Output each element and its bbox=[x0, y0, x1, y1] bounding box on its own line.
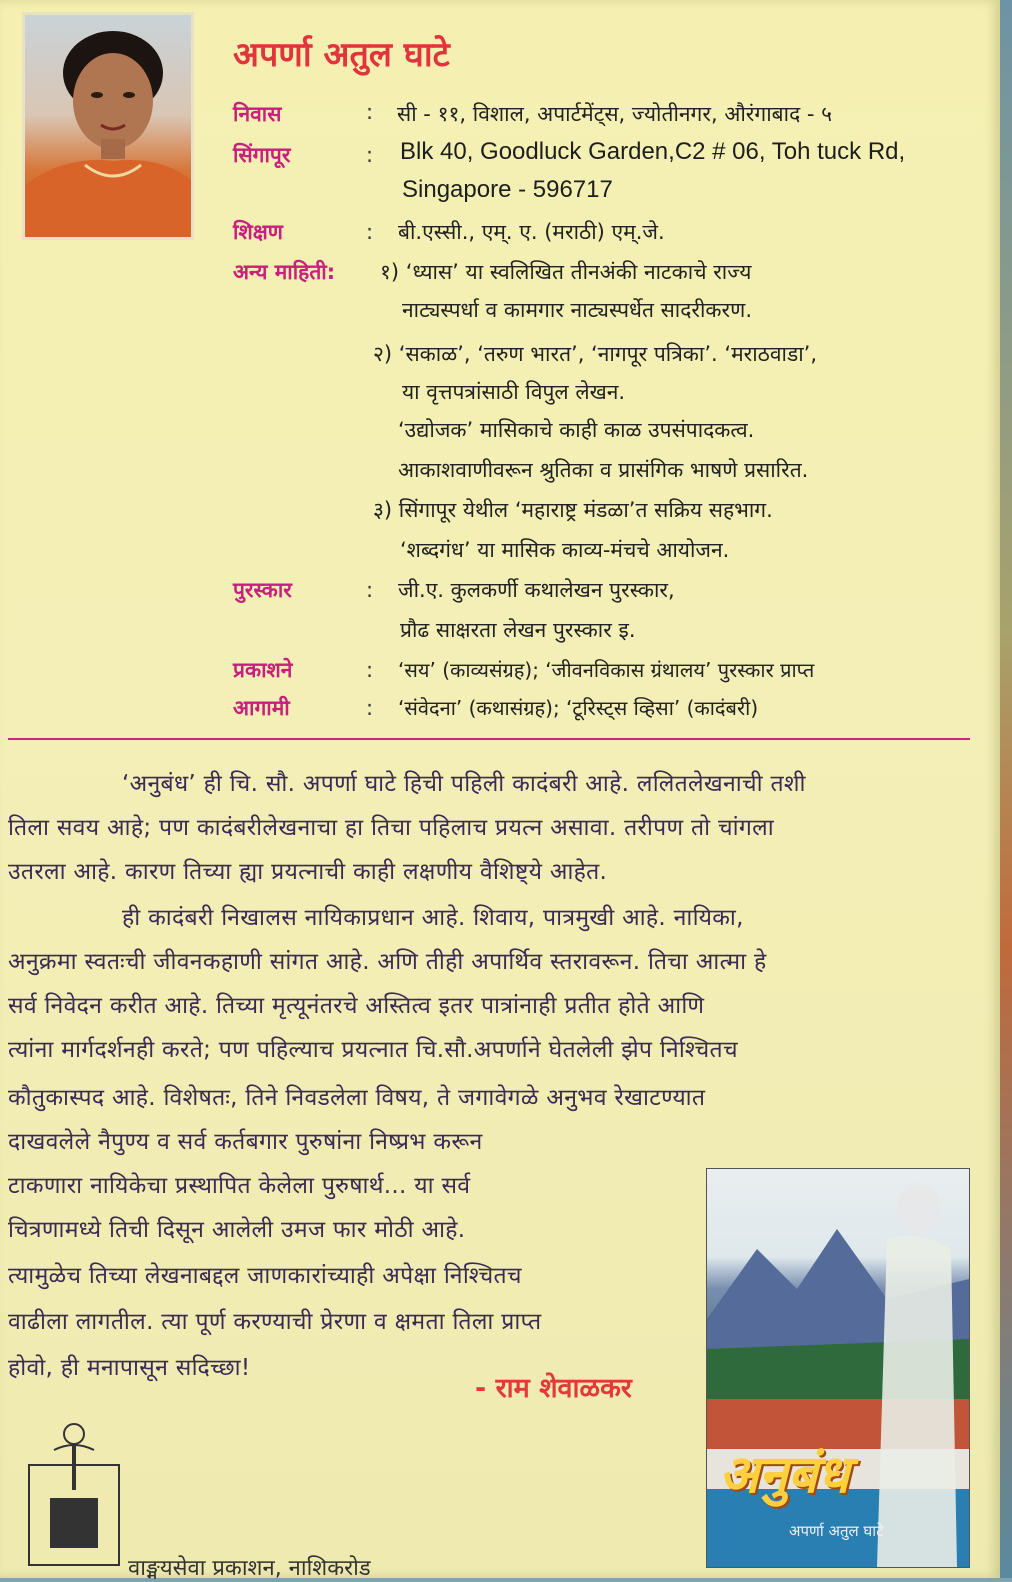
colon: : bbox=[366, 696, 374, 720]
blurb-line: ही कादंबरी निखालस नायिकाप्रधान आहे. शिवाय, पात्रमुखी आहे. नायिका, bbox=[122, 905, 744, 931]
blurb-line: वाढीला लागतील. त्या पूर्ण करण्याची प्रेरणा व क्षमता तिला प्राप्त bbox=[8, 1309, 542, 1335]
other-info-label: अन्य माहिती: bbox=[233, 260, 336, 284]
colon: : bbox=[366, 143, 374, 167]
other-info-line: ‘उद्योजक’ मासिकाचे काही काळ उपसंपादकत्व. bbox=[398, 418, 755, 442]
colon: : bbox=[366, 100, 374, 124]
other-info-line: ३) सिंगापूर येथील ‘महाराष्ट्र मंडळा’त सक्रिय सहभाग. bbox=[373, 498, 773, 522]
blurb-line: उतरला आहे. कारण तिच्या ह्या प्रयत्नाची काही लक्षणीय वैशिष्ट्ये आहेत. bbox=[8, 859, 608, 885]
colon: : bbox=[366, 220, 374, 244]
author-photo bbox=[22, 12, 194, 240]
cover-title: अनुबंध bbox=[719, 1445, 850, 1505]
publications-label: प्रकाशने bbox=[233, 658, 293, 682]
blurb-line: अनुक्रमा स्वतःची जीवनकहाणी सांगत आहे. अणि तीही अपार्थिव स्तरावरून. तिचा आत्मा हे bbox=[8, 949, 767, 975]
blurb-line: कौतुकास्पद आहे. विशेषतः, तिने निवडलेला विषय, ते जगावेगळे अनुभव रेखाटण्यात bbox=[8, 1085, 706, 1111]
other-info-line: नाट्यस्पर्धा व कामगार नाट्यस्पर्धेत सादरीकरण. bbox=[402, 298, 752, 322]
publications-value: ‘सय’ (काव्यसंग्रह); ‘जीवनविकास ग्रंथालय’ पुरस्कार प्राप्त bbox=[398, 658, 815, 682]
other-info-line: २) ‘सकाळ’, ‘तरुण भारत’, ‘नागपूर पत्रिका’. ‘मराठवाडा’, bbox=[373, 342, 817, 366]
awards-line: प्रौढ साक्षरता लेखन पुरस्कार इ. bbox=[400, 618, 636, 642]
blurb-line: दाखवलेले नैपुण्य व सर्व कर्तबगार पुरुषांना निष्प्रभ करून bbox=[8, 1129, 483, 1155]
cover-author: अपर्णा अतुल घाटे bbox=[789, 1522, 884, 1540]
education-label: शिक्षण bbox=[233, 220, 283, 244]
blurb-line: चित्रणामध्ये तिची दिसून आलेली उमज फार मोठी आहे. bbox=[8, 1217, 466, 1243]
blurb-line: तिला सवय आहे; पण कादंबरीलेखनाचा हा तिचा पहिलाच प्रयत्न असावा. तरीपण तो चांगला bbox=[8, 815, 774, 841]
author-name: अपर्णा अतुल घाटे bbox=[233, 35, 450, 75]
section-divider bbox=[8, 738, 970, 740]
page-edge bbox=[1000, 0, 1012, 1578]
awards-line: जी.ए. कुलकर्णी कथालेखन पुरस्कार, bbox=[398, 578, 675, 602]
blurb-line: त्यामुळेच तिच्या लेखनाबद्दल जाणकारांच्याही अपेक्षा निश्चितच bbox=[8, 1263, 522, 1289]
author-portrait-image bbox=[25, 15, 194, 240]
singapore-label: सिंगापूर bbox=[233, 143, 291, 167]
residence-value: सी - ११, विशाल, अपार्टमेंट्स, ज्योतीनगर, औरंगाबाद - ५ bbox=[397, 102, 833, 126]
other-info-label-text: अन्य माहिती bbox=[233, 260, 327, 284]
other-info-line: ‘शब्दगंध’ या मासिक काव्य-मंचचे आयोजन. bbox=[400, 538, 730, 562]
singapore-address-line1: Blk 40, Goodluck Garden,C2 # 06, Toh tuck Rd, bbox=[400, 138, 906, 165]
book-cover-thumbnail bbox=[706, 1168, 970, 1568]
upcoming-label: आगामी bbox=[233, 696, 290, 720]
blurb-line: त्यांना मार्गदर्शनही करते; पण पहिल्याच प्रयत्नात चि.सौ.अपर्णाने घेतलेली झेप निश्चितच bbox=[8, 1037, 738, 1063]
awards-label: पुरस्कार bbox=[233, 578, 292, 602]
signature: - राम शेवाळकर bbox=[475, 1373, 632, 1404]
publisher-name: वाङ्मयसेवा प्रकाशन, नाशिकरोड bbox=[128, 1556, 371, 1581]
upcoming-value: ‘संवेदना’ (कथासंग्रह); ‘टूरिस्ट्स व्हिसा’ (कादंबरी) bbox=[398, 696, 759, 720]
education-value: बी.एस्सी., एम्. ए. (मराठी) एम्.जे. bbox=[398, 220, 665, 244]
publisher-logo bbox=[24, 1420, 124, 1570]
other-info-line: १) ‘ध्यास’ या स्वलिखित तीनअंकी नाटकाचे राज्य bbox=[380, 260, 752, 284]
blurb-line: टाकणारा नायिकेचा प्रस्थापित केलेला पुरुषार्थ... या सर्व bbox=[8, 1173, 471, 1199]
other-info-line: या वृत्तपत्रांसाठी विपुल लेखन. bbox=[402, 380, 626, 404]
other-info-line: आकाशवाणीवरून श्रुतिका व प्रासंगिक भाषणे प्रसारित. bbox=[398, 458, 809, 482]
singapore-address-line2: Singapore - 596717 bbox=[402, 176, 613, 203]
blurb-line: ‘अनुबंध’ ही चि. सौ. अपर्णा घाटे हिची पहिली कादंबरी आहे. ललितलेखनाची तशी bbox=[122, 771, 806, 797]
colon: : bbox=[366, 658, 374, 682]
blurb-line: सर्व निवेदन करीत आहे. तिच्या मृत्यूनंतरचे अस्तित्व इतर पात्रांनाही प्रतीत होते आणि bbox=[8, 993, 705, 1019]
colon: : bbox=[366, 578, 374, 602]
blurb-line: होवो, ही मनापासून सदिच्छा! bbox=[8, 1355, 251, 1381]
residence-label: निवास bbox=[233, 102, 282, 126]
